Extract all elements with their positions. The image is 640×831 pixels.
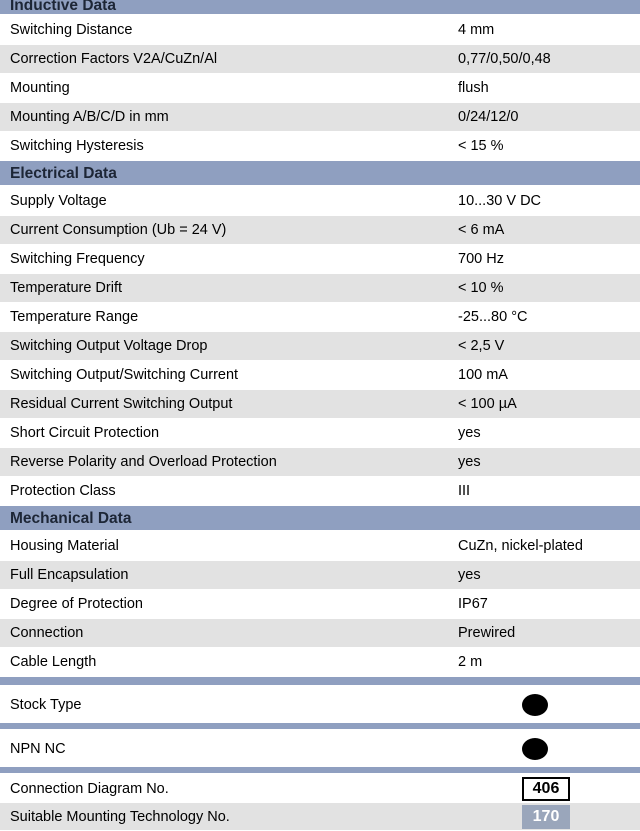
table-row xyxy=(0,332,640,361)
reference-cell xyxy=(448,803,640,831)
section-header-mechanical-data: Mechanical Data xyxy=(0,506,640,532)
row-value: yes xyxy=(448,561,640,590)
row-value: < 10 % xyxy=(448,274,640,303)
reference-row-connection-diagram xyxy=(0,775,640,803)
row-label: Mounting xyxy=(0,74,448,103)
row-label: Suitable Mounting Technology No. xyxy=(0,803,448,831)
row-label: Degree of Protection xyxy=(0,590,448,619)
row-value: -25...80 °C xyxy=(448,303,640,332)
row-value: IP67 xyxy=(448,590,640,619)
row-value: 700 Hz xyxy=(448,245,640,274)
reference-cell xyxy=(448,775,640,803)
row-label: NPN NC xyxy=(10,741,66,757)
mark-cell xyxy=(448,738,640,760)
row-value: 2 m xyxy=(448,648,640,677)
section-divider xyxy=(0,723,640,731)
row-value: 0/24/12/0 xyxy=(448,103,640,132)
table-row xyxy=(0,187,640,216)
table-row xyxy=(0,303,640,332)
table-row xyxy=(0,477,640,506)
row-value: III xyxy=(448,477,640,506)
table-row xyxy=(0,419,640,448)
row-label: Switching Hysteresis xyxy=(0,132,448,161)
section-header-inductive-data: Inductive Data xyxy=(0,0,640,16)
table-row xyxy=(0,16,640,45)
row-label: Stock Type xyxy=(10,697,82,713)
row-value: < 6 mA xyxy=(448,216,640,245)
table-row xyxy=(0,648,640,677)
table-row xyxy=(0,74,640,103)
row-label: Full Encapsulation xyxy=(0,561,448,590)
filled-dot-icon xyxy=(522,694,548,716)
row-label: Short Circuit Protection xyxy=(0,419,448,448)
row-value: 4 mm xyxy=(448,16,640,45)
table-row xyxy=(0,590,640,619)
row-value: Prewired xyxy=(448,619,640,648)
section-header-electrical-data: Electrical Data xyxy=(0,161,640,187)
row-label: Connection xyxy=(0,619,448,648)
connection-diagram-number-badge: 406 xyxy=(522,777,570,801)
table-row xyxy=(0,274,640,303)
filled-dot-icon xyxy=(522,738,548,760)
section-divider xyxy=(0,767,640,775)
row-label: Supply Voltage xyxy=(0,187,448,216)
reference-row-mounting-technology xyxy=(0,803,640,831)
row-value: yes xyxy=(448,448,640,477)
row-value: < 100 µA xyxy=(448,390,640,419)
row-value: < 15 % xyxy=(448,132,640,161)
row-label: Residual Current Switching Output xyxy=(0,390,448,419)
row-label: Correction Factors V2A/CuZn/Al xyxy=(0,45,448,74)
row-label: Temperature Drift xyxy=(0,274,448,303)
row-value: 100 mA xyxy=(448,361,640,390)
row-label: Protection Class xyxy=(0,477,448,506)
row-value: yes xyxy=(448,419,640,448)
table-row xyxy=(0,561,640,590)
row-label: Temperature Range xyxy=(0,303,448,332)
row-label: Connection Diagram No. xyxy=(0,775,448,803)
row-label: Switching Distance xyxy=(0,16,448,45)
mark-row-stock-type xyxy=(0,687,640,723)
section-divider xyxy=(0,677,640,687)
table-row xyxy=(0,619,640,648)
table-row xyxy=(0,390,640,419)
mark-cell xyxy=(448,694,640,716)
row-value: 10...30 V DC xyxy=(448,187,640,216)
table-row xyxy=(0,216,640,245)
row-value: CuZn, nickel-plated xyxy=(448,532,640,561)
mounting-technology-number-badge: 170 xyxy=(522,805,570,829)
table-row xyxy=(0,361,640,390)
row-value: < 2,5 V xyxy=(448,332,640,361)
row-value: flush xyxy=(448,74,640,103)
row-value: 0,77/0,50/0,48 xyxy=(448,45,640,74)
table-row xyxy=(0,132,640,161)
row-label: Cable Length xyxy=(0,648,448,677)
row-label: Reverse Polarity and Overload Protection xyxy=(0,448,448,477)
table-row xyxy=(0,532,640,561)
table-row xyxy=(0,245,640,274)
row-label: Switching Output/Switching Current xyxy=(0,361,448,390)
table-row xyxy=(0,448,640,477)
row-label: Mounting A/B/C/D in mm xyxy=(0,103,448,132)
table-row xyxy=(0,103,640,132)
row-label: Switching Frequency xyxy=(0,245,448,274)
row-label: Switching Output Voltage Drop xyxy=(0,332,448,361)
row-label: Housing Material xyxy=(0,532,448,561)
row-label: Current Consumption (Ub = 24 V) xyxy=(0,216,448,245)
table-row xyxy=(0,45,640,74)
mark-row-npn-nc xyxy=(0,731,640,767)
